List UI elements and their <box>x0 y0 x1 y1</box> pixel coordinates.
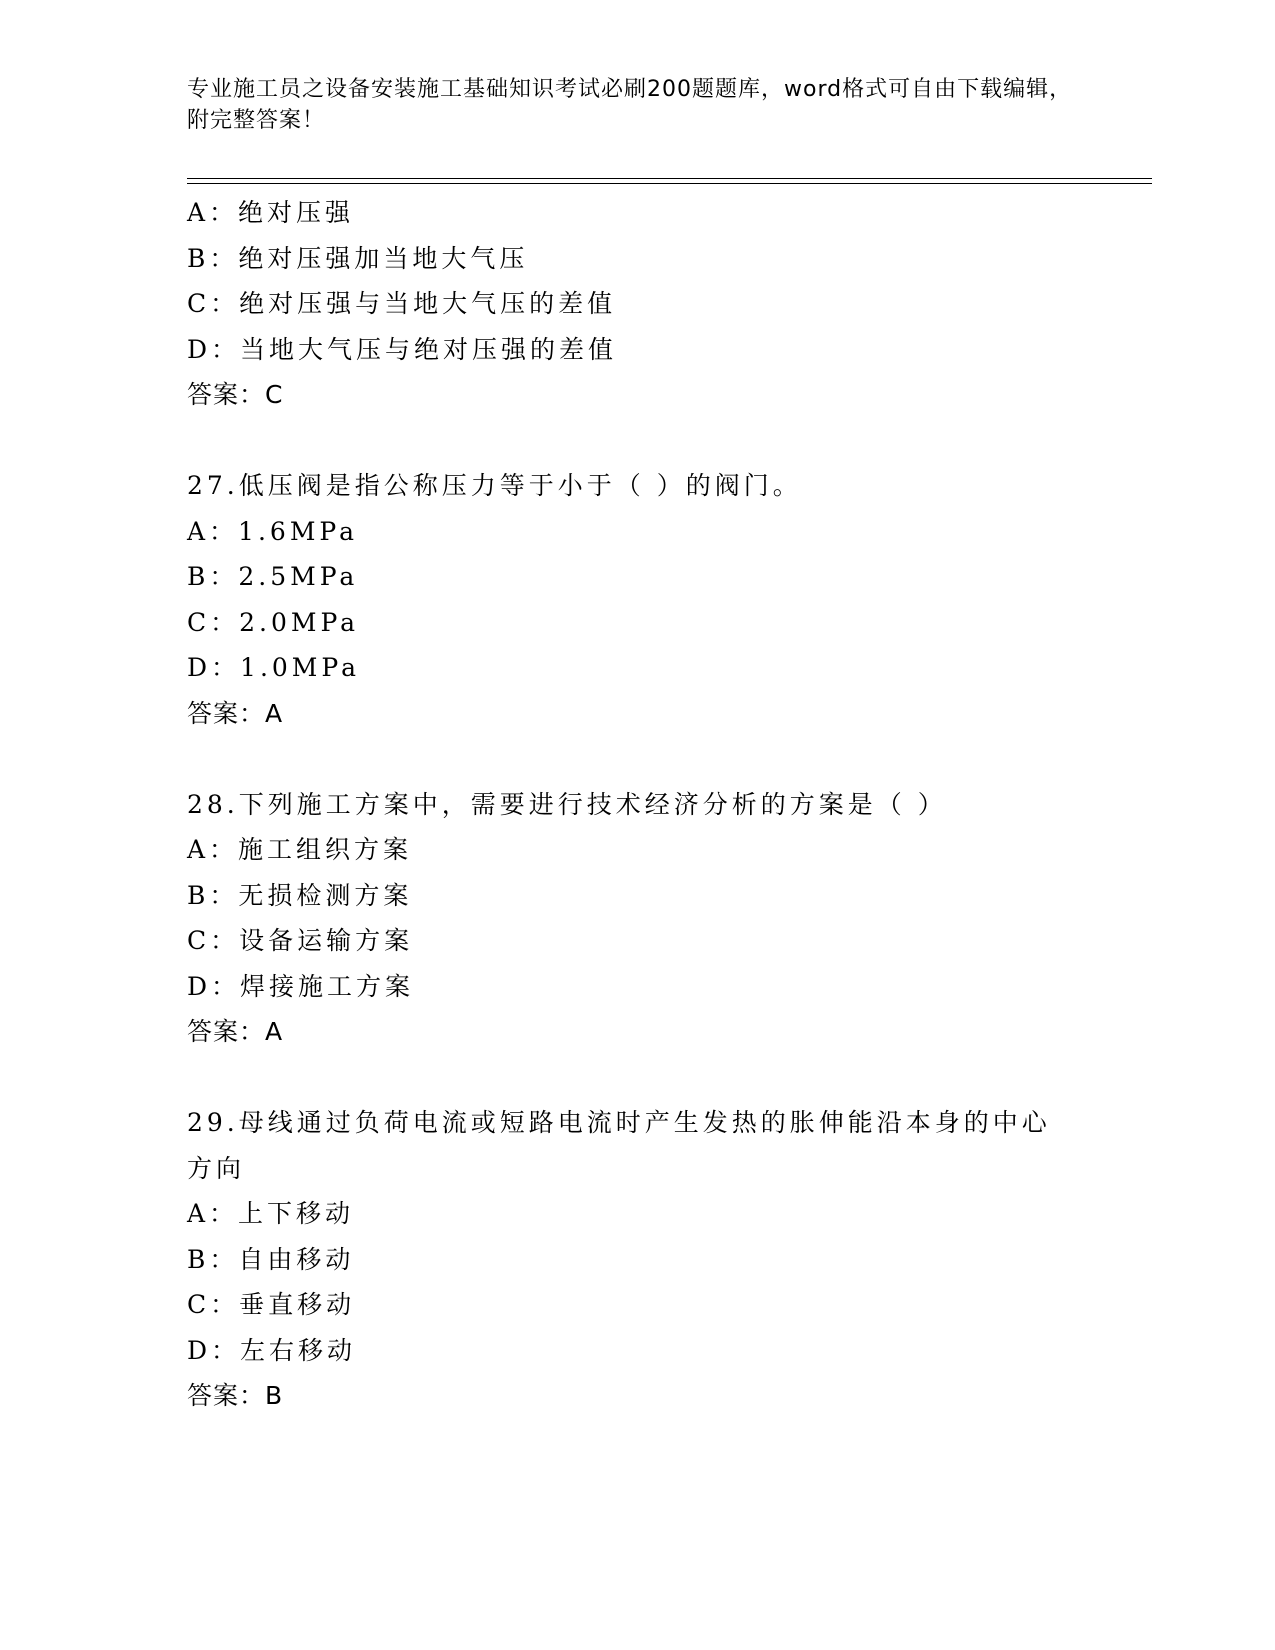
question-29-option-c: C：垂直移动 <box>187 1290 356 1319</box>
question-26-answer: 答案：C <box>187 380 284 409</box>
question-28-option-b: B：无损检测方案 <box>187 880 413 910</box>
question-26-option-c: C：绝对压强与当地大气压的差值 <box>187 289 617 318</box>
question-28-answer: 答案：A <box>187 1017 284 1046</box>
question-28-option-c: C：设备运输方案 <box>187 926 414 955</box>
question-27-option-b: B：2.5MPa <box>187 562 359 591</box>
question-28-option-d: D：焊接施工方案 <box>187 971 415 1001</box>
header-rule-top <box>187 178 1152 179</box>
question-26-block <box>187 190 1087 418</box>
question-29-block <box>187 1100 1087 1419</box>
question-29-option-d: D：左右移动 <box>187 1335 357 1365</box>
question-26-option-a: A：绝对压强 <box>187 198 355 227</box>
spacer <box>187 1055 1087 1101</box>
question-27-block <box>187 463 1087 736</box>
spacer <box>187 736 1087 782</box>
question-list <box>187 190 1087 1419</box>
question-28-option-a: A：施工组织方案 <box>187 835 413 864</box>
question-29-stem: 29.母线通过负荷电流或短路电流时产生发热的胀伸能沿本身的中心方向 <box>187 1108 1051 1183</box>
question-29-option-a: A：上下移动 <box>187 1199 355 1228</box>
document-header: 专业施工员之设备安装施工基础知识考试必刷200题题库，word格式可自由下载编辑，附完整答案！ <box>187 77 1073 133</box>
question-27-answer: 答案：A <box>187 698 284 728</box>
question-27-option-d: D：1.0MPa <box>187 653 361 682</box>
question-26-option-d: D：当地大气压与绝对压强的差值 <box>187 334 618 364</box>
question-28-block <box>187 782 1087 1055</box>
question-29-answer: 答案：B <box>187 1381 284 1410</box>
header-rule-bottom <box>187 183 1152 184</box>
question-27-option-c: C：2.0MPa <box>187 607 360 637</box>
question-28-stem: 28.下列施工方案中，需要进行技术经济分析的方案是（ ） <box>187 789 947 819</box>
question-26-option-b: B：绝对压强加当地大气压 <box>187 243 529 273</box>
question-27-stem: 27.低压阀是指公称压力等于小于（ ）的阀门。 <box>187 471 802 500</box>
question-29-option-b: B：自由移动 <box>187 1244 355 1274</box>
question-27-option-a: A：1.6MPa <box>187 516 359 546</box>
spacer <box>187 418 1087 464</box>
